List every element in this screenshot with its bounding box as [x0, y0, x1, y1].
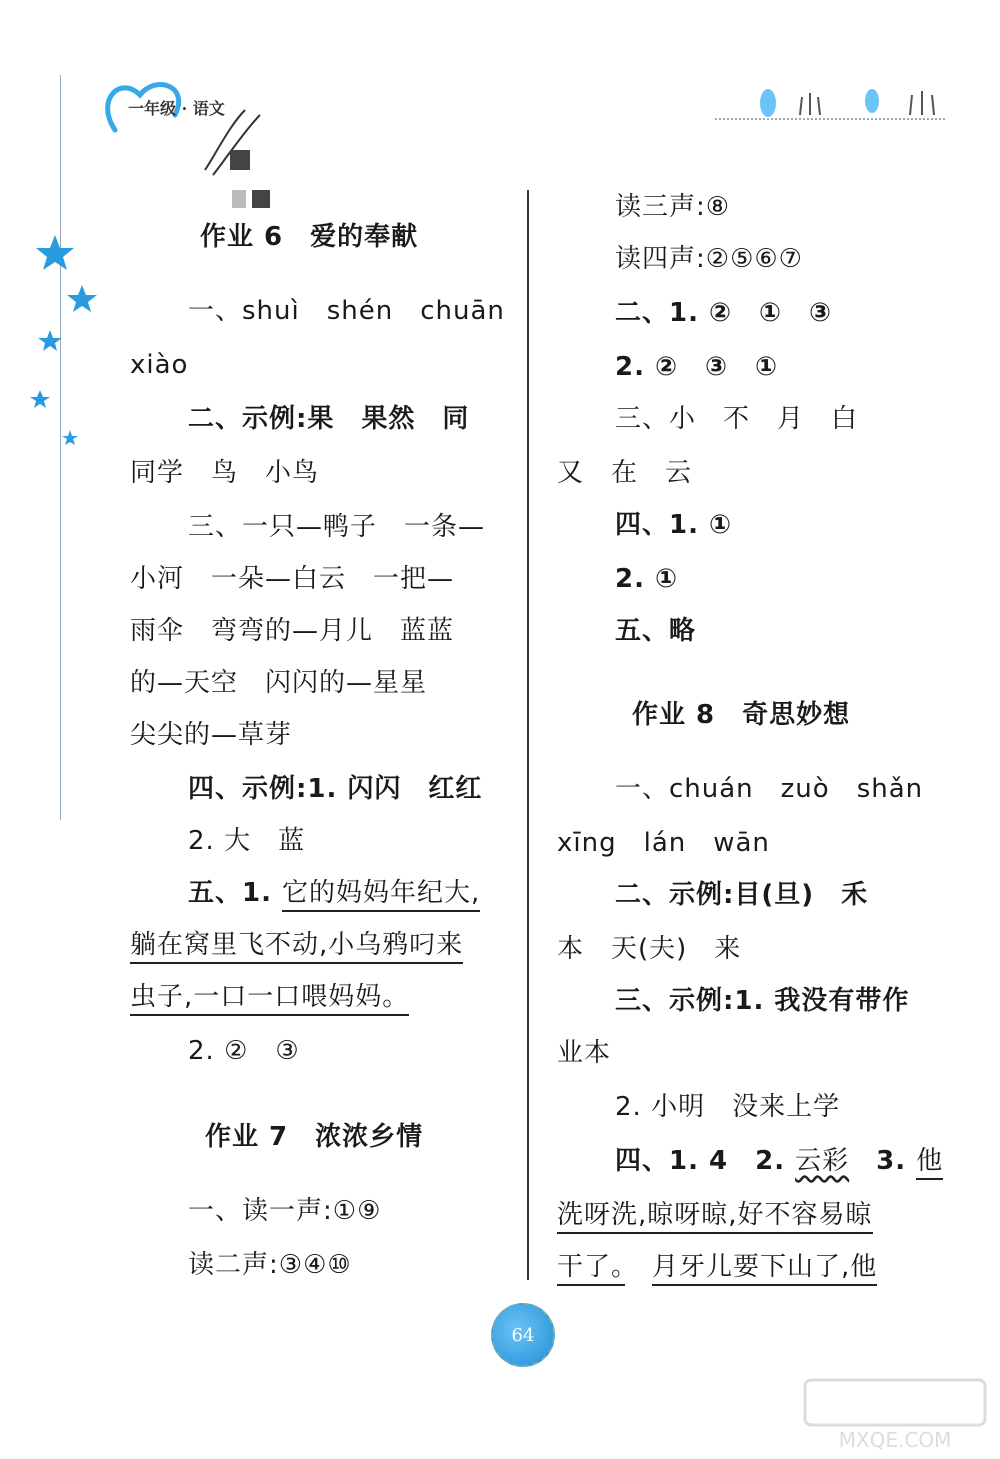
- hw7-line: 一、读一声:①⑨: [188, 1196, 382, 1226]
- hw6-title: 作业 6 爱的奉献: [200, 222, 419, 252]
- watermark-logo-icon: [800, 1375, 990, 1455]
- hw6-line: 2. ② ③: [188, 1036, 300, 1066]
- hw6-line: 的—天空 闪闪的—星星: [130, 668, 428, 698]
- hw6-line: 尖尖的—草芽: [130, 720, 293, 750]
- hw6-line: 三、一只—鸭子 一条—: [188, 512, 486, 542]
- hw7-line: 读三声:⑧: [615, 192, 731, 222]
- hw7-line: 2. ①: [615, 564, 679, 594]
- hw8-line: 三、示例:1. 我没有带作: [615, 986, 910, 1016]
- hw7-line: 二、1. ② ① ③: [615, 298, 833, 328]
- hw6-line: 2. 大 蓝: [188, 826, 306, 856]
- hw6-line: 小河 一朵—白云 一把—: [130, 564, 455, 594]
- hw6-line: 同学 鸟 小鸟: [130, 458, 320, 488]
- page-number: 64: [511, 1325, 535, 1346]
- header-block-light: [232, 190, 246, 208]
- hw8-line: 业本: [557, 1038, 612, 1068]
- watermark-text: MXQE.COM: [838, 1428, 952, 1452]
- column-divider: [527, 190, 529, 1280]
- hw8-q4-label: 四、1. 4 2.: [615, 1146, 796, 1176]
- hw7-line: 读四声:②⑤⑥⑦: [615, 244, 803, 274]
- hw6-line: [188, 876, 480, 910]
- header-block: [230, 150, 250, 170]
- hw6-line: [130, 980, 409, 1014]
- hw8-line: [615, 1144, 943, 1178]
- hw6-q5-answer: 虫子,一口一口喂妈妈。: [130, 982, 409, 1016]
- stars-decoration-icon: [30, 230, 110, 460]
- hw6-line: 四、示例:1. 闪闪 红红: [188, 774, 483, 804]
- hw8-line: xīng lán wān: [557, 828, 770, 858]
- hw6-q5-answer: 躺在窝里飞不动,小乌鸦叼来: [130, 930, 463, 964]
- hw7-title: 作业 7 浓浓乡情: [205, 1122, 424, 1152]
- hw8-q4-answer: 云彩: [795, 1146, 850, 1176]
- header-block-dark: [252, 190, 270, 208]
- hw8-line: [557, 1198, 873, 1232]
- hw6-q5-answer: 它的妈妈年纪大,: [282, 878, 480, 912]
- hw6-q5-label: 五、1.: [188, 878, 283, 908]
- hw8-title: 作业 8 奇思妙想: [632, 700, 851, 730]
- hw8-q4-answer: 干了。: [557, 1252, 625, 1286]
- hw8-line: 本 天(夫) 来: [557, 934, 742, 964]
- hw8-spacer: [625, 1252, 652, 1282]
- hw6-line: 一、shuì shén chuān: [188, 296, 505, 326]
- hw8-line: [557, 1250, 877, 1284]
- page-number-badge: [491, 1303, 555, 1367]
- hw8-line: 一、chuán zuò shǎn: [615, 774, 924, 804]
- hw8-q4-answer: 洗呀洗,晾呀晾,好不容易晾: [557, 1200, 873, 1234]
- hw8-q4-answer: 月牙儿要下山了,他: [652, 1252, 877, 1286]
- hw7-line: 读二声:③④⑩: [188, 1250, 352, 1280]
- hw6-line: 雨伞 弯弯的—月儿 蓝蓝: [130, 616, 455, 646]
- hw7-line: 2. ② ③ ①: [615, 352, 779, 382]
- heart-logo-icon: [95, 70, 295, 180]
- hw7-line: 四、1. ①: [615, 510, 733, 540]
- hw8-q4-answer: 他: [916, 1146, 943, 1180]
- hw8-q4-label: 3.: [849, 1146, 917, 1176]
- hw6-line: xiào: [130, 350, 189, 380]
- header-label: 一年级 · 语文: [128, 99, 225, 118]
- hw6-line: 二、示例:果 果然 同: [188, 404, 470, 434]
- hw7-line: 又 在 云: [557, 458, 693, 488]
- hw8-line: 二、示例:目(旦) 禾: [615, 880, 869, 910]
- hw7-line: 三、小 不 月 白: [615, 404, 859, 434]
- hw6-line: [130, 928, 463, 962]
- hw8-line: 2. 小明 没来上学: [615, 1092, 841, 1122]
- hw7-line: 五、略: [615, 616, 697, 646]
- header-dotted-line: [715, 118, 945, 120]
